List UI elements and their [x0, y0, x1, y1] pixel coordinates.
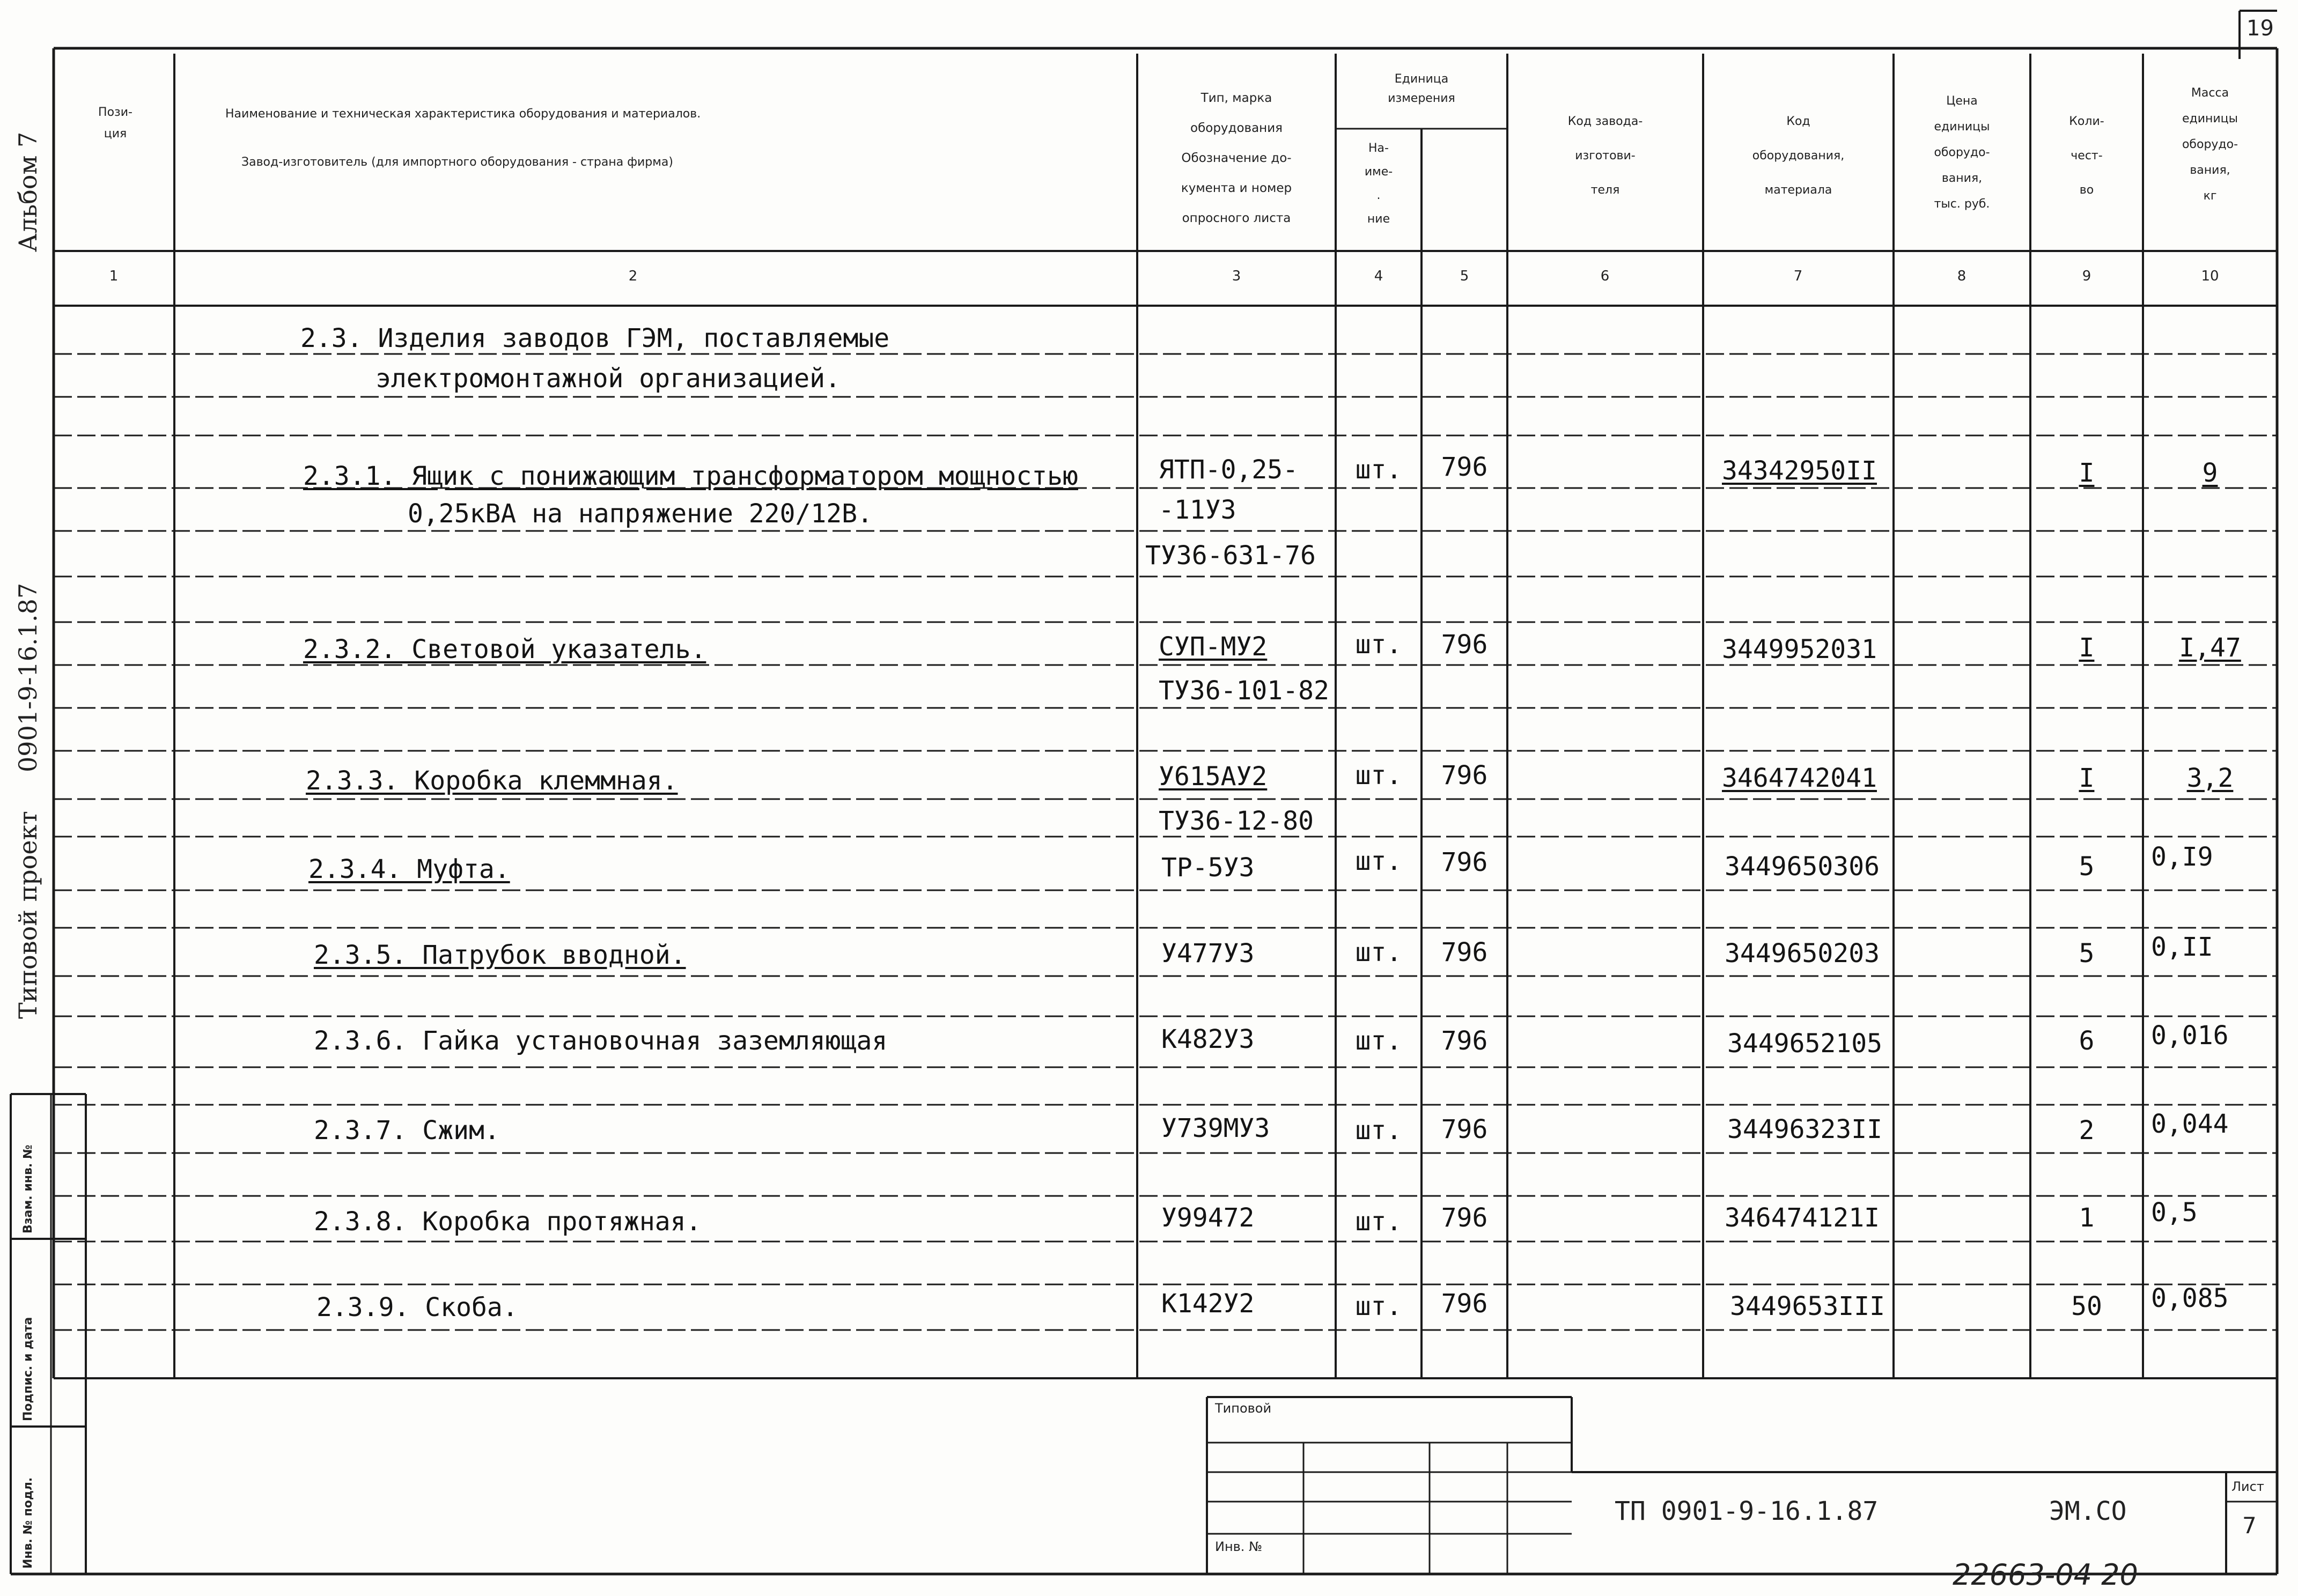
item-unit-code: 796: [1441, 1026, 1488, 1056]
item-unit-code: 796: [1441, 847, 1488, 877]
item-code: 3449650306: [1725, 852, 1880, 882]
item-unit: шт.: [1355, 1026, 1402, 1056]
item-type-cont: -11У3: [1159, 495, 1236, 525]
header-position: Пози- ция: [98, 106, 132, 141]
item-name: 2.3.2. Световой указатель.: [303, 634, 706, 664]
item-quantity: 2: [2079, 1115, 2095, 1146]
column-number: 6: [1600, 268, 1610, 284]
item-type: СУП-МУ2: [1159, 632, 1268, 662]
item-mass: 9: [2202, 458, 2218, 488]
item-code: 3449653III: [1730, 1291, 1885, 1321]
item-quantity: I: [2079, 633, 2095, 663]
item-unit: шт.: [1355, 760, 1402, 790]
item-mass: I,47: [2179, 633, 2241, 663]
side-album-label: Альбом 7: [13, 131, 42, 252]
item-mass: 0,II: [2151, 932, 2213, 962]
column-number: 1: [109, 268, 119, 284]
side-project-code: 0901-9-16.1.87: [13, 583, 42, 772]
item-mass: 3,2: [2186, 763, 2234, 793]
item-unit-code: 796: [1441, 452, 1488, 482]
item-mass: 0,085: [2151, 1283, 2229, 1313]
header-unit-name: На- име- . ние: [1364, 142, 1393, 226]
item-unit-code: 796: [1441, 937, 1488, 967]
item-code: 3464742041: [1722, 763, 1877, 793]
column-number: 10: [2201, 268, 2219, 284]
item-spec: ТУ36-631-76: [1145, 541, 1316, 571]
item-quantity: 50: [2071, 1291, 2102, 1321]
item-name-cont: 0,25кВА на напряжение 220/12В.: [408, 499, 873, 529]
item-mass: 0,044: [2151, 1109, 2229, 1139]
item-unit-code: 796: [1441, 1203, 1488, 1233]
item-type: У99472: [1161, 1203, 1255, 1233]
item-name: 2.3.6. Гайка установочная заземляющая: [314, 1026, 888, 1056]
item-code: 3449652105: [1727, 1029, 1882, 1059]
header-quantity: Коли- чест- во: [2069, 115, 2104, 197]
sheet-corner-number: 19: [2247, 16, 2274, 41]
item-unit-code: 796: [1441, 1114, 1488, 1144]
item-type: У477У3: [1161, 939, 1255, 969]
title-block-label-bottom: Инв. №: [1215, 1539, 1263, 1554]
item-type: К482У3: [1161, 1024, 1255, 1054]
header-name-line2: Завод-изготовитель (для импортного оборудования - страна фирма): [241, 156, 673, 169]
column-number: 7: [1793, 268, 1803, 284]
document-code: ТП 0901-9-16.1.87: [1615, 1496, 1879, 1526]
item-unit-code: 796: [1441, 630, 1488, 660]
item-code: 34342950II: [1722, 456, 1877, 486]
header-price: Цена единицы оборудо- вания, тыс. руб.: [1934, 94, 1990, 211]
stamp-signature-date: Подпис. и дата: [21, 1317, 35, 1421]
item-unit-code: 796: [1441, 760, 1488, 790]
column-number: 8: [1957, 268, 1966, 284]
item-unit: шт.: [1355, 937, 1402, 967]
item-name: 2.3.1. Ящик с понижающим трансформатором мощностью: [303, 461, 1078, 491]
header-name-line1: Наименование и техническая характеристика оборудования и материалов.: [225, 107, 701, 121]
item-quantity: I: [2079, 763, 2095, 793]
item-name: 2.3.8. Коробка протяжная.: [314, 1207, 702, 1237]
sheet-label: Лист: [2231, 1479, 2264, 1494]
item-code: 3449650203: [1725, 939, 1880, 969]
header-equipment-code: Код оборудования, материала: [1752, 115, 1845, 197]
header-mass: Масса единицы оборудо- вания, кг: [2182, 86, 2238, 203]
section-title-line2: электромонтажной организацией.: [375, 364, 841, 394]
item-quantity: 6: [2079, 1026, 2095, 1056]
item-quantity: 1: [2079, 1203, 2095, 1233]
item-unit: шт.: [1355, 1207, 1402, 1237]
item-unit: шт.: [1355, 630, 1402, 660]
item-code: 34499520З1: [1722, 634, 1877, 664]
item-name: 2.3.9. Скоба.: [316, 1292, 518, 1322]
item-mass: 0,016: [2151, 1021, 2229, 1051]
title-block-label-top: Типовой: [1215, 1401, 1272, 1416]
column-number: 4: [1374, 268, 1383, 284]
header-type: Тип, марка оборудования Обозначение до- кумента и номер опросного листа: [1181, 91, 1292, 225]
item-unit: шт.: [1355, 1291, 1402, 1321]
section-title-line1: 2.3. Изделия заводов ГЭМ, поставляемые: [300, 323, 890, 353]
item-name: 2.3.7. Сжим.: [314, 1115, 500, 1146]
item-type: У739МУ3: [1161, 1113, 1270, 1143]
item-unit-code: 796: [1441, 1289, 1488, 1319]
side-project-type: Типовой проект: [13, 811, 42, 1019]
stamp-replacement: Взам. инв. №: [21, 1144, 35, 1233]
item-mass: 0,5: [2151, 1198, 2198, 1228]
item-unit: шт.: [1355, 846, 1402, 876]
archive-number: 22663-04 20: [1953, 1558, 2138, 1592]
item-name: 2.3.3. Коробка клеммная.: [306, 766, 678, 796]
item-spec: ТУ36-12-80: [1159, 806, 1314, 836]
sheet-number: 7: [2242, 1512, 2257, 1539]
item-name: 2.3.4. Муфта.: [308, 854, 510, 884]
header-manufacturer-code: Код завода- изготови- теля: [1567, 115, 1643, 197]
column-number: 2: [628, 268, 638, 284]
column-number: 5: [1460, 268, 1469, 284]
item-type: ТР-5У3: [1161, 853, 1255, 883]
header-unit: Единица измерения: [1388, 72, 1455, 105]
item-quantity: I: [2079, 458, 2095, 488]
item-type: К142У2: [1161, 1289, 1255, 1319]
item-mass: 0,I9: [2151, 842, 2213, 872]
column-number: 3: [1232, 268, 1241, 284]
document-suffix: ЭМ.СО: [2049, 1496, 2127, 1526]
item-code: 346474121I: [1725, 1203, 1880, 1233]
item-quantity: 5: [2079, 939, 2095, 969]
item-code: 34496323II: [1727, 1114, 1882, 1144]
item-unit: шт.: [1355, 1115, 1402, 1146]
item-name: 2.3.5. Патрубок вводной.: [314, 940, 686, 970]
item-type: ЯТП-0,25-: [1159, 455, 1299, 485]
item-unit: шт.: [1355, 455, 1402, 485]
stamp-inventory: Инв. № подл.: [21, 1477, 35, 1569]
item-quantity: 5: [2079, 852, 2095, 882]
item-type: У615АУ2: [1159, 762, 1268, 792]
item-spec: ТУ36-101-82: [1159, 676, 1329, 706]
column-number: 9: [2082, 268, 2091, 284]
